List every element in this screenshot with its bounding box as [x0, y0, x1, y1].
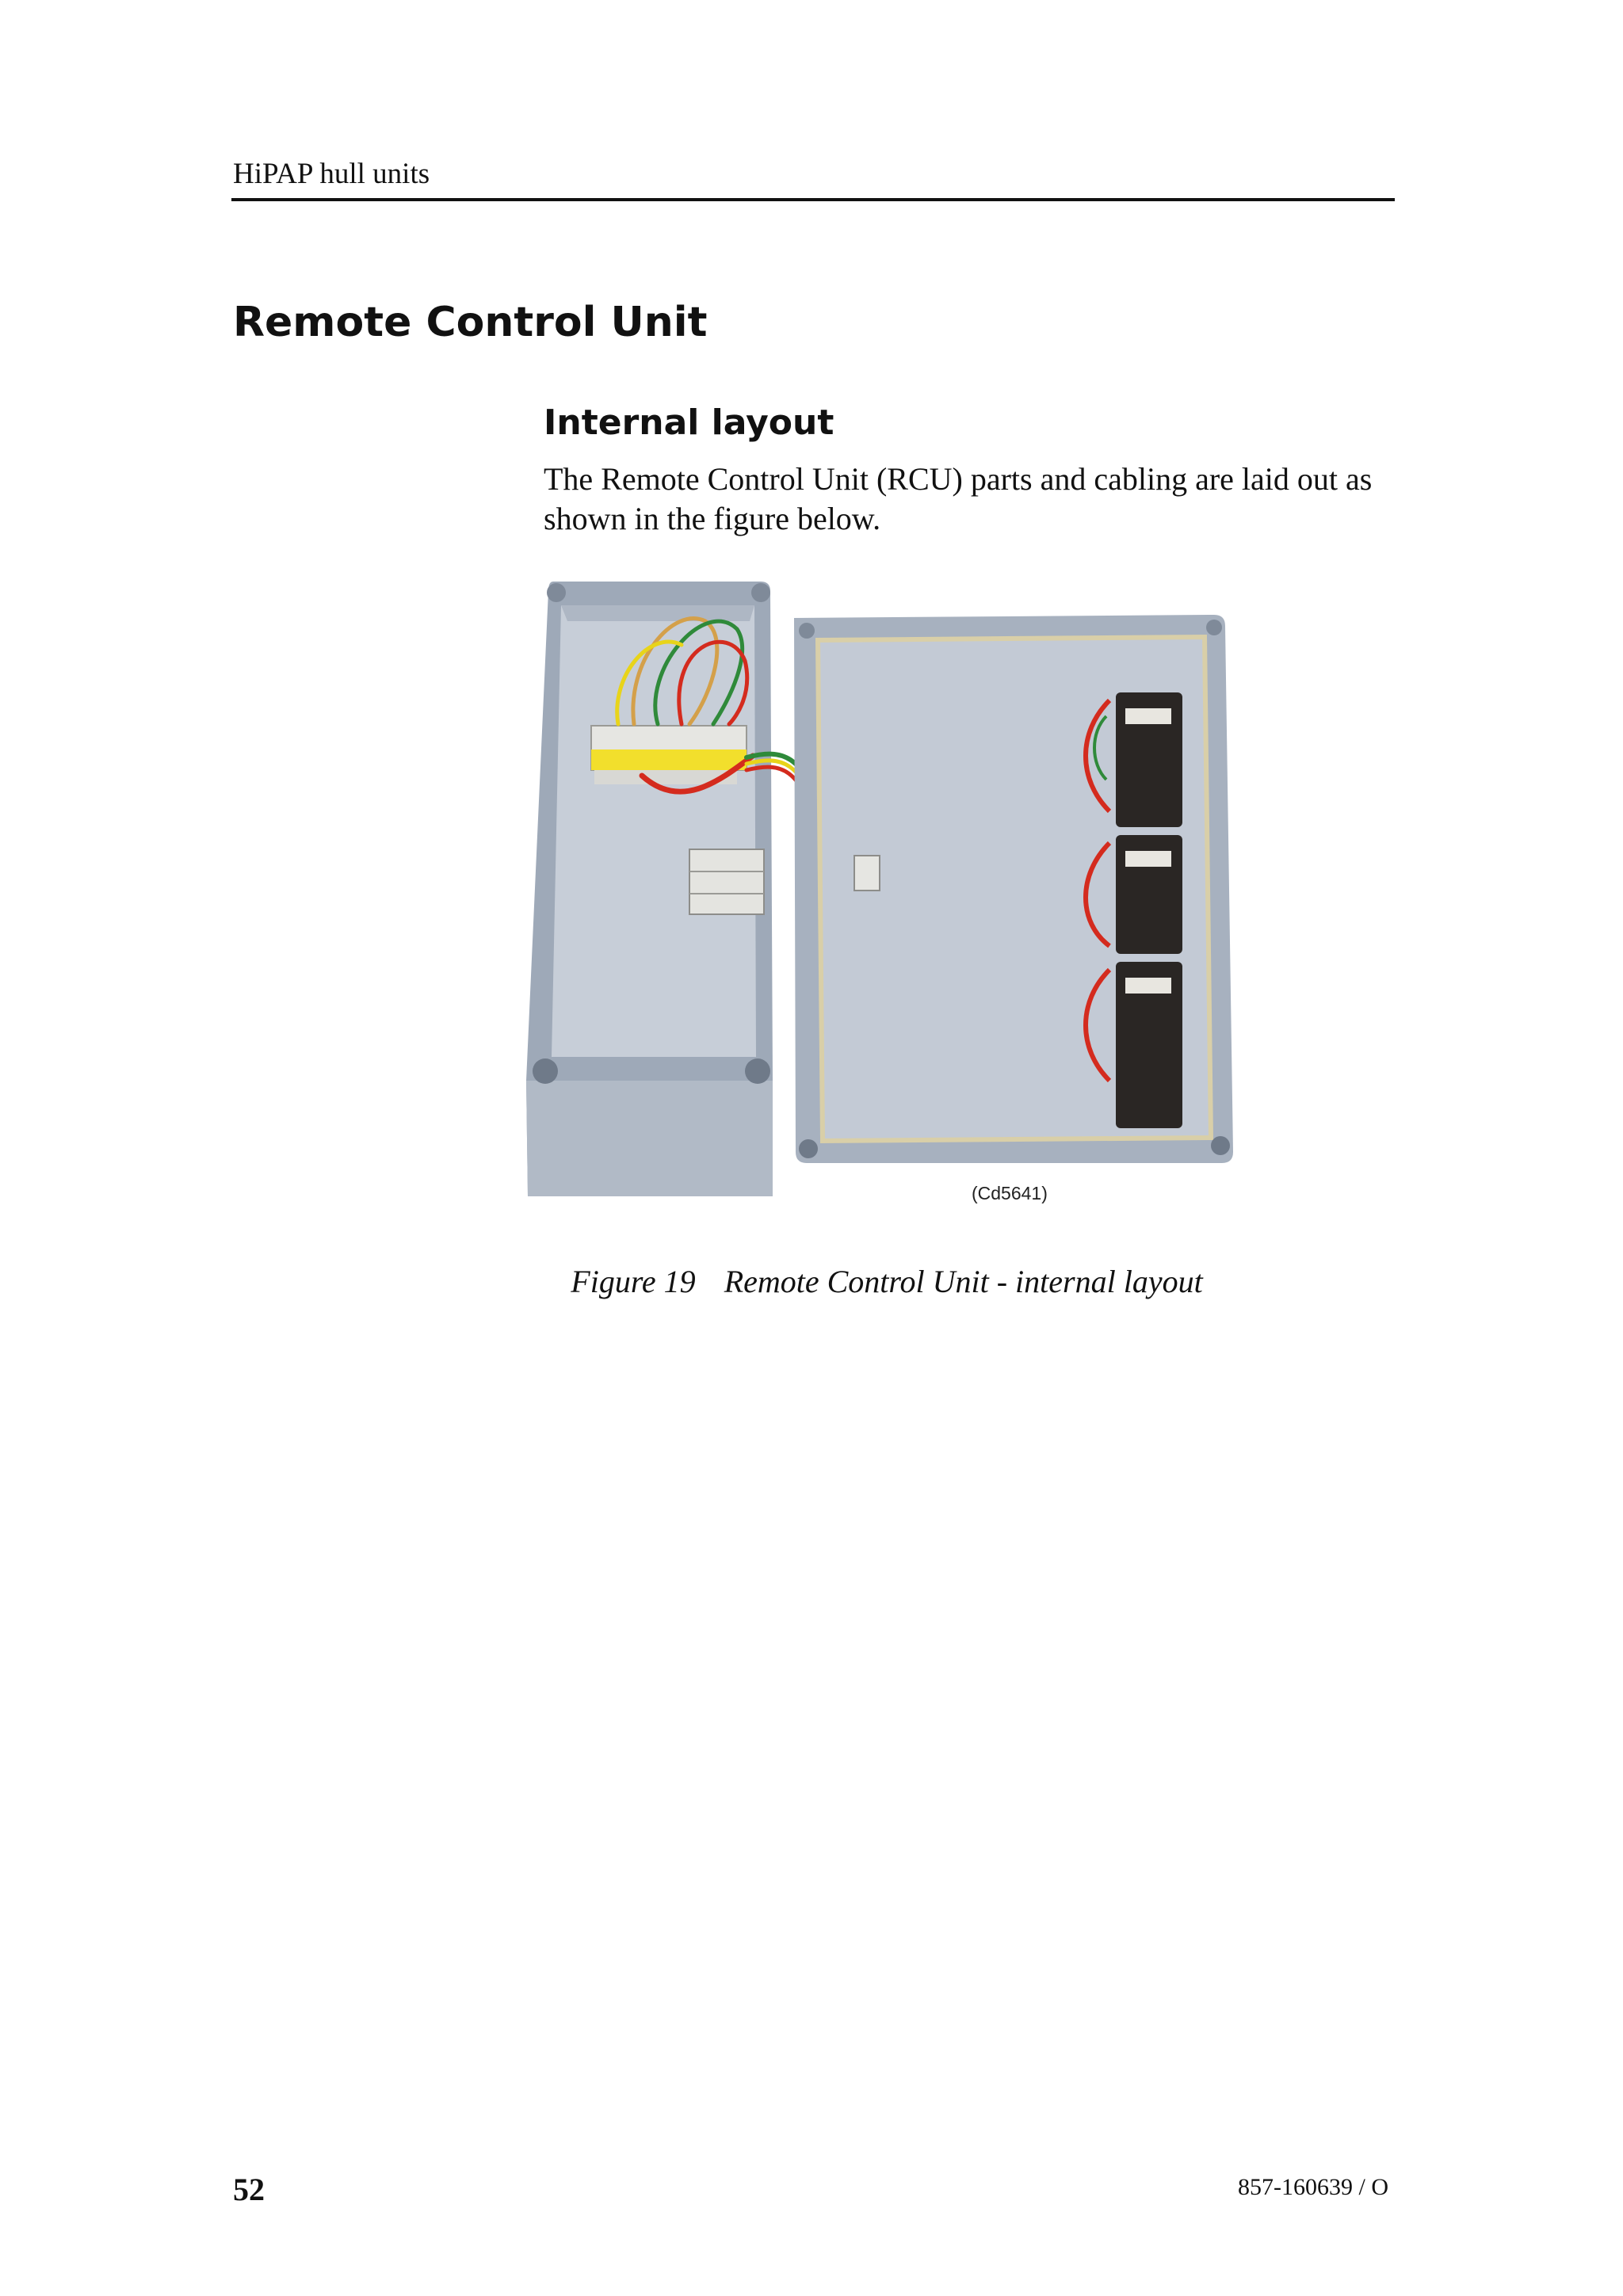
rcu-internal-layout-photo [523, 574, 1419, 1212]
figure-caption-text: Remote Control Unit - internal layout [724, 1264, 1203, 1299]
body-paragraph: The Remote Control Unit (RCU) parts and cabling are laid out as shown in the figure below. [544, 461, 1373, 536]
document-id: 857-160639 / O [1238, 2174, 1388, 2200]
header-rule [231, 198, 1395, 201]
small-terminal-strip [689, 849, 764, 914]
figure-caption [0, 1263, 1623, 1301]
running-header: HiPAP hull units [233, 158, 430, 190]
photo-reference-code: (Cd5641) [972, 1183, 1048, 1203]
page-number: 52 [233, 2172, 265, 2207]
subsection-title: Internal layout [544, 402, 834, 443]
figure-number: Figure 19 [571, 1264, 696, 1299]
section-title: Remote Control Unit [233, 299, 708, 346]
rcu-photo-figure [523, 574, 1419, 1212]
